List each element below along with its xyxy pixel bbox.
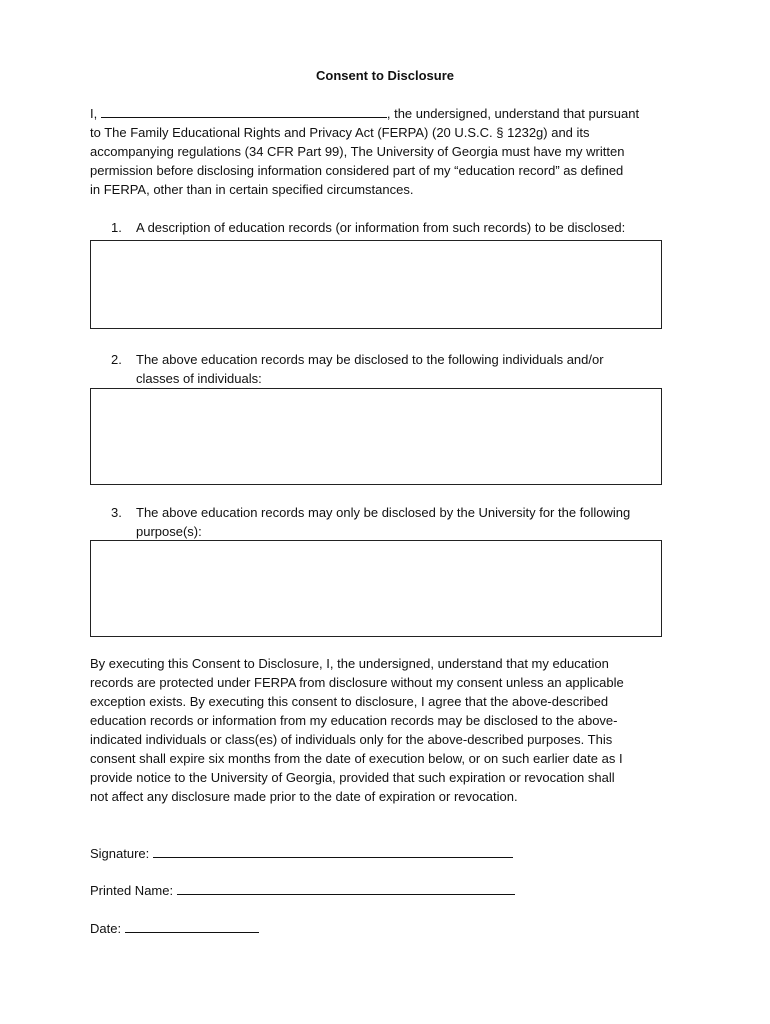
intro-line-3: accompanying regulations (34 CFR Part 99), The University of Georgia must have my written bbox=[90, 144, 625, 159]
recipients-box[interactable] bbox=[90, 388, 662, 485]
item-3-number: 3. bbox=[111, 505, 122, 520]
date-field[interactable] bbox=[125, 920, 259, 933]
item-2 bbox=[111, 350, 671, 388]
item-3-line-2: purpose(s): bbox=[136, 524, 202, 539]
signature-row bbox=[90, 844, 513, 863]
signature-label: Signature: bbox=[90, 846, 150, 861]
item-2-line-1: The above education records may be disclosed to the following individuals and/or bbox=[136, 352, 604, 367]
intro-line-4: permission before disclosing information considered part of my “education record” as defined bbox=[90, 163, 624, 178]
printed-name-field[interactable] bbox=[177, 882, 515, 895]
consent-line-6: consent shall expire six months from the date of execution below, or on such earlier date as I bbox=[90, 751, 623, 766]
consent-paragraph bbox=[90, 654, 680, 806]
consent-line-2: records are protected under FERPA from disclosure without my consent unless an applicable bbox=[90, 675, 624, 690]
consent-line-3: exception exists. By executing this consent to disclosure, I agree that the above-described bbox=[90, 694, 609, 709]
printed-name-label: Printed Name: bbox=[90, 883, 174, 898]
intro-line-1 bbox=[90, 104, 680, 123]
item-2-line-2: classes of individuals: bbox=[136, 371, 262, 386]
item-1 bbox=[111, 218, 671, 237]
item-2-text bbox=[136, 350, 671, 388]
consent-line-1: By executing this Consent to Disclosure, I, the undersigned, understand that my education bbox=[90, 656, 609, 671]
records-description-box[interactable] bbox=[90, 240, 662, 329]
signature-field[interactable] bbox=[153, 845, 513, 858]
item-3 bbox=[111, 503, 671, 541]
intro-paragraph bbox=[90, 104, 680, 199]
intro-line-5: in FERPA, other than in certain specified circumstances. bbox=[90, 182, 414, 197]
date-label: Date: bbox=[90, 921, 122, 936]
purpose-box[interactable] bbox=[90, 540, 662, 637]
consent-line-8: not affect any disclosure made prior to the date of expiration or revocation. bbox=[90, 789, 518, 804]
item-3-line-1: The above education records may only be disclosed by the University for the following bbox=[136, 505, 631, 520]
item-1-line-1: A description of education records (or information from such records) to be disclosed: bbox=[136, 220, 626, 235]
intro-line-2: to The Family Educational Rights and Privacy Act (FERPA) (20 U.S.C. § 1232g) and its bbox=[90, 125, 590, 140]
date-row bbox=[90, 919, 259, 938]
item-1-text bbox=[136, 218, 671, 237]
document-title: Consent to Disclosure bbox=[316, 68, 454, 83]
consent-line-4: education records or information from my education records may be disclosed to the above- bbox=[90, 713, 618, 728]
intro-line-1-suffix: , the undersigned, understand that pursuant bbox=[386, 106, 640, 121]
printed-name-row bbox=[90, 881, 515, 900]
intro-prefix: I, bbox=[90, 106, 98, 121]
consent-line-7: provide notice to the University of Georgia, provided that such expiration or revocation shall bbox=[90, 770, 615, 785]
item-2-number: 2. bbox=[111, 352, 122, 367]
consent-line-5: indicated individuals or class(es) of individuals only for the above-described purposes. This bbox=[90, 732, 613, 747]
item-3-text bbox=[136, 503, 671, 541]
name-blank-field[interactable] bbox=[101, 104, 387, 118]
item-1-number: 1. bbox=[111, 220, 122, 235]
